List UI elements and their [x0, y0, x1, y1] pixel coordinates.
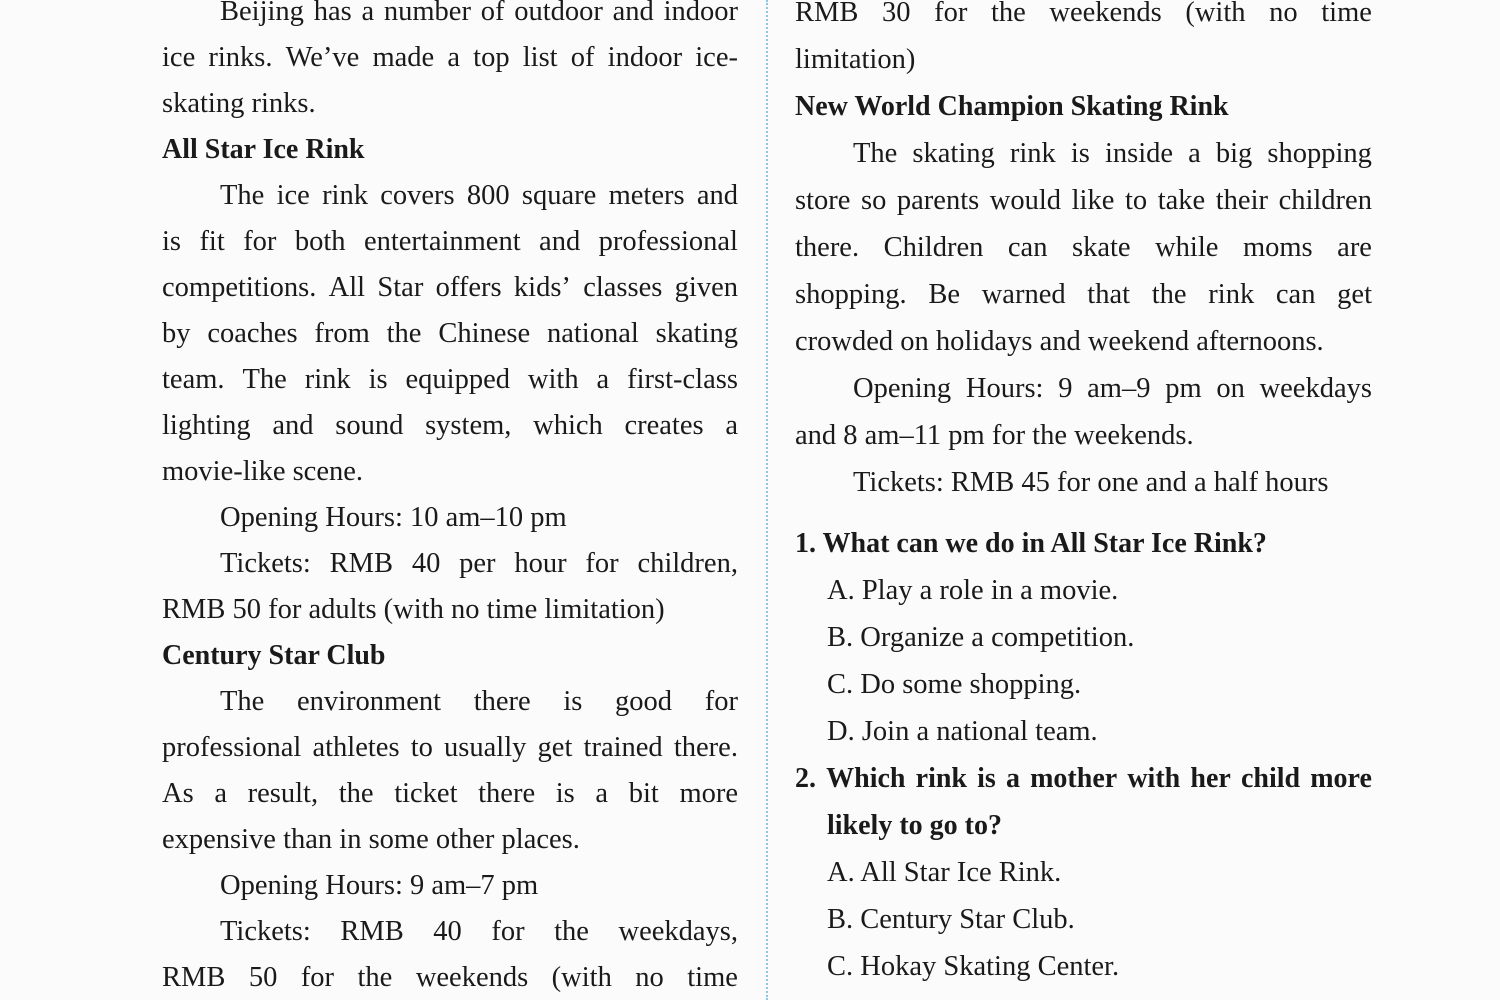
new-world-body-line: crowded on holidays and weekend afternoons. [795, 326, 1324, 357]
question-2-option-c: C. Hokay Skating Center. [827, 951, 1120, 982]
century-star-body-line: professional athletes to usually get trained there. [162, 732, 738, 763]
column-divider [766, 0, 768, 1000]
question-2-option-a: A. All Star Ice Rink. [827, 857, 1062, 888]
intro-line: skating rinks. [162, 88, 316, 119]
new-world-body-line: The skating rink is inside a big shopping [853, 138, 1372, 169]
new-world-heading: New World Champion Skating Rink [795, 91, 1229, 122]
all-star-tickets-line: RMB 50 for adults (with no time limitation) [162, 594, 665, 625]
continued-tickets-line: limitation) [795, 44, 916, 75]
question-2-line: 2. Which rink is a mother with her child more [795, 763, 1372, 794]
question-1-option-c: C. Do some shopping. [827, 669, 1082, 700]
intro-line: ice rinks. We’ve made a top list of indoor ice- [162, 42, 738, 73]
century-star-tickets-line: RMB 50 for the weekends (with no time [162, 962, 738, 993]
question-2-option-b: B. Century Star Club. [827, 904, 1075, 935]
question-1: 1. What can we do in All Star Ice Rink? [795, 528, 1267, 559]
century-star-heading: Century Star Club [162, 640, 386, 671]
new-world-body-line: there. Children can skate while moms are [795, 232, 1372, 263]
all-star-body-line: is fit for both entertainment and professional [162, 226, 738, 257]
century-star-hours: Opening Hours: 9 am–7 pm [220, 870, 539, 901]
question-1-option-a: A. Play a role in a movie. [827, 575, 1119, 606]
question-1-option-d: D. Join a national team. [827, 716, 1098, 747]
new-world-body-line: store so parents would like to take their children [795, 185, 1372, 216]
all-star-body-line: movie-like scene. [162, 456, 364, 487]
all-star-hours: Opening Hours: 10 am–10 pm [220, 502, 567, 533]
all-star-body-line: The ice rink covers 800 square meters and [220, 180, 738, 211]
all-star-body-line: lighting and sound system, which creates a [162, 410, 738, 441]
new-world-hours-line: and 8 am–11 pm for the weekends. [795, 420, 1194, 451]
question-1-option-b: B. Organize a competition. [827, 622, 1135, 653]
all-star-body-line: team. The rink is equipped with a first-class [162, 364, 738, 395]
continued-tickets-line: RMB 30 for the weekends (with no time [795, 0, 1372, 28]
century-star-body-line: expensive than in some other places. [162, 824, 580, 855]
century-star-body-line: The environment there is good for [220, 686, 738, 717]
all-star-body-line: by coaches from the Chinese national skating [162, 318, 738, 349]
new-world-body-line: shopping. Be warned that the rink can get [795, 279, 1372, 310]
all-star-tickets-line: Tickets: RMB 40 per hour for children, [220, 548, 738, 579]
all-star-body-line: competitions. All Star offers kids’ classes given [162, 272, 738, 303]
question-2-line: likely to go to? [827, 810, 1002, 841]
century-star-body-line: As a result, the ticket there is a bit more [162, 778, 738, 809]
all-star-heading: All Star Ice Rink [162, 134, 365, 165]
century-star-tickets-line: Tickets: RMB 40 for the weekdays, [220, 916, 738, 947]
new-world-hours-line: Opening Hours: 9 am–9 pm on weekdays [853, 373, 1372, 404]
intro-line: Beijing has a number of outdoor and indoor [220, 0, 738, 27]
new-world-tickets: Tickets: RMB 45 for one and a half hours [853, 467, 1329, 498]
